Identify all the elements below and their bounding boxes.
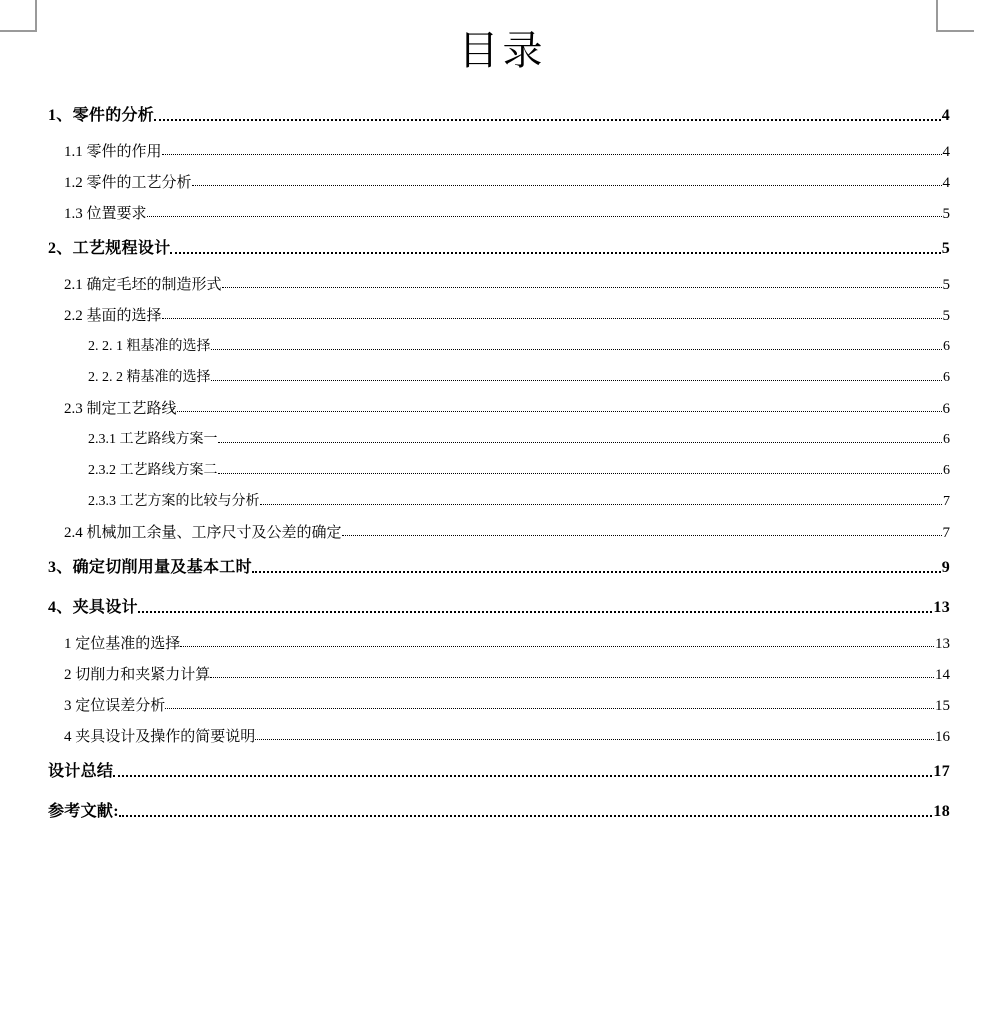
toc-entry-label: 2 切削力和夹紧力计算 — [64, 666, 211, 683]
toc-entry-label: 参考文献: — [48, 803, 119, 820]
toc-entry[interactable] — [0, 517, 1005, 548]
toc-leader-dots — [162, 308, 942, 323]
toc-entry-page-number: 16 — [935, 728, 950, 745]
toc-entry[interactable] — [0, 331, 1005, 362]
toc-leader-dots — [138, 600, 933, 616]
toc-leader-dots — [211, 339, 943, 354]
toc-entry[interactable] — [0, 198, 1005, 229]
toc-entry-page-number: 6 — [943, 369, 950, 385]
toc-entry[interactable] — [0, 424, 1005, 455]
toc-leader-dots — [165, 698, 934, 713]
toc-leader-dots — [180, 636, 934, 651]
toc-entry[interactable] — [0, 229, 1005, 269]
toc-entry-page-number: 17 — [933, 763, 950, 780]
toc-entry-label: 2.3.2 工艺路线方案二 — [88, 462, 218, 478]
toc-entry-page-number: 9 — [941, 559, 950, 576]
toc-entry-page-number: 7 — [942, 524, 950, 541]
toc-leader-dots — [210, 667, 934, 682]
toc-leader-dots — [218, 463, 943, 478]
toc-entry[interactable] — [0, 393, 1005, 424]
toc-entry-page-number: 7 — [943, 493, 950, 509]
toc-entry-label: 2、工艺规程设计 — [48, 240, 171, 257]
toc-entry-page-number: 6 — [943, 338, 950, 354]
toc-leader-dots — [192, 175, 942, 190]
toc-entry[interactable] — [0, 752, 1005, 792]
toc-entry-page-number: 6 — [942, 400, 950, 417]
toc-entry[interactable] — [0, 690, 1005, 721]
toc-entry[interactable] — [0, 300, 1005, 331]
toc-entry-page-number: 13 — [935, 635, 950, 652]
table-of-contents — [0, 96, 1005, 832]
toc-entry[interactable] — [0, 167, 1005, 198]
toc-entry-label: 设计总结 — [48, 763, 114, 780]
toc-entry-label: 2. 2. 2 精基准的选择 — [88, 369, 211, 385]
toc-entry-page-number: 4 — [941, 107, 950, 124]
toc-leader-dots — [211, 370, 943, 385]
toc-leader-dots — [342, 525, 942, 540]
toc-entry-page-number: 5 — [942, 205, 950, 222]
toc-entry-page-number: 5 — [942, 307, 950, 324]
toc-leader-dots — [222, 277, 942, 292]
toc-entry[interactable] — [0, 628, 1005, 659]
toc-entry-label: 2.3 制定工艺路线 — [64, 400, 177, 417]
toc-leader-dots — [154, 108, 941, 124]
toc-leader-dots — [147, 206, 942, 221]
toc-entry-label: 1 定位基准的选择 — [64, 635, 181, 652]
toc-entry-page-number: 4 — [942, 174, 950, 191]
toc-entry[interactable] — [0, 486, 1005, 517]
toc-entry-label: 3、确定切削用量及基本工时 — [48, 559, 252, 576]
toc-entry[interactable] — [0, 659, 1005, 690]
toc-leader-dots — [177, 401, 942, 416]
toc-entry-page-number: 5 — [941, 240, 950, 257]
toc-leader-dots — [255, 729, 934, 744]
toc-entry-label: 2.3.3 工艺方案的比较与分析 — [88, 493, 260, 509]
toc-entry-page-number: 13 — [933, 599, 950, 616]
toc-entry-label: 2.2 基面的选择 — [64, 307, 162, 324]
toc-entry-label: 4、夹具设计 — [48, 599, 138, 616]
toc-entry-page-number: 6 — [943, 431, 950, 447]
toc-entry-page-number: 6 — [943, 462, 950, 478]
toc-entry[interactable] — [0, 455, 1005, 486]
toc-entry-page-number: 15 — [935, 697, 950, 714]
page-title: 目录 — [458, 28, 547, 73]
toc-leader-dots — [170, 241, 940, 257]
toc-leader-dots — [218, 432, 943, 447]
toc-entry-label: 1.1 零件的作用 — [64, 143, 162, 160]
toc-entry[interactable] — [0, 721, 1005, 752]
toc-entry-page-number: 18 — [933, 803, 950, 820]
toc-leader-dots — [252, 560, 941, 576]
toc-entry-label: 1.3 位置要求 — [64, 205, 147, 222]
toc-leader-dots — [260, 494, 943, 509]
toc-entry[interactable] — [0, 548, 1005, 588]
toc-entry-label: 2.1 确定毛坯的制造形式 — [64, 276, 222, 293]
toc-entry[interactable] — [0, 588, 1005, 628]
toc-entry-label: 1、零件的分析 — [48, 107, 155, 124]
toc-entry-label: 2.4 机械加工余量、工序尺寸及公差的确定 — [64, 524, 342, 541]
toc-entry-page-number: 4 — [942, 143, 950, 160]
toc-entry-page-number: 14 — [935, 666, 950, 683]
toc-entry-label: 2. 2. 1 粗基准的选择 — [88, 338, 211, 354]
toc-entry-page-number: 5 — [942, 276, 950, 293]
toc-entry[interactable] — [0, 269, 1005, 300]
toc-leader-dots — [113, 764, 932, 780]
toc-entry[interactable] — [0, 792, 1005, 832]
toc-entry-label: 2.3.1 工艺路线方案一 — [88, 431, 218, 447]
toc-entry[interactable] — [0, 136, 1005, 167]
toc-leader-dots — [162, 144, 942, 159]
toc-entry-label: 1.2 零件的工艺分析 — [64, 174, 192, 191]
toc-leader-dots — [119, 804, 933, 820]
toc-entry[interactable] — [0, 96, 1005, 136]
toc-entry-label: 3 定位误差分析 — [64, 697, 166, 714]
toc-entry[interactable] — [0, 362, 1005, 393]
toc-entry-label: 4 夹具设计及操作的简要说明 — [64, 728, 256, 745]
